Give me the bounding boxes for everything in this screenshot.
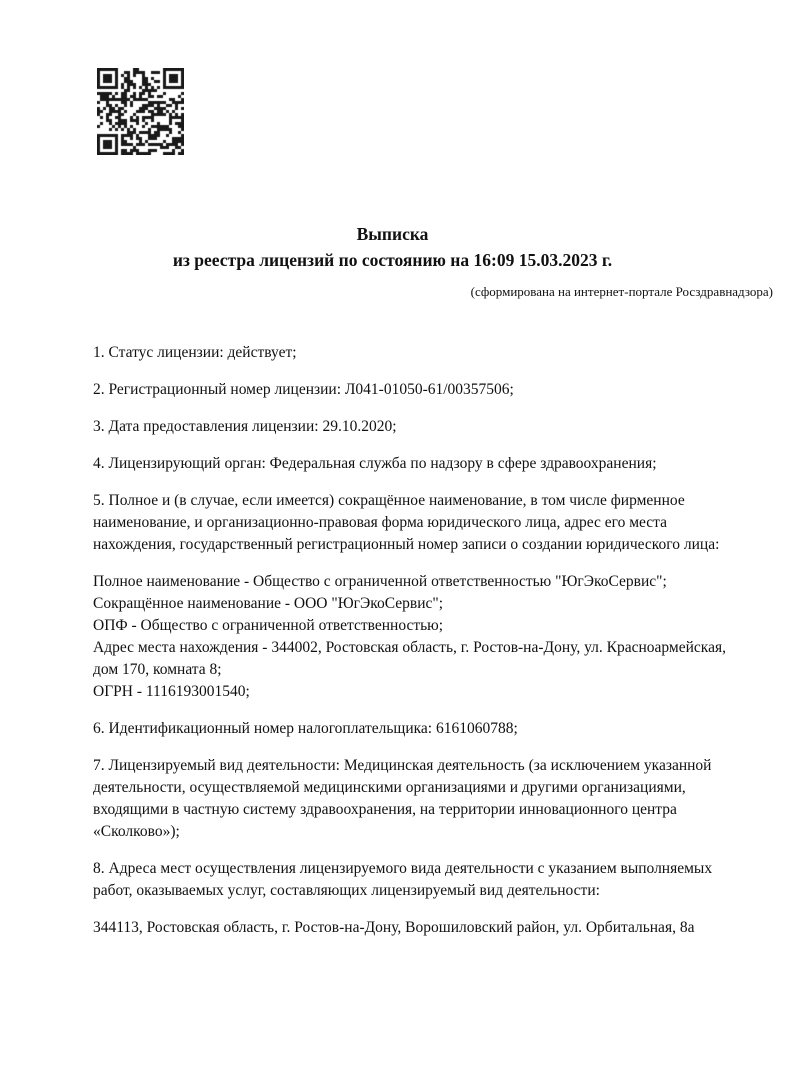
licensing-authority-item: 4. Лицензирующий орган: Федеральная служба по надзору в сфере здравоохранения; bbox=[93, 455, 657, 472]
taxpayer-id-item: 6. Идентификационный номер налогоплательщика: 6161060788; bbox=[93, 720, 518, 737]
legal-entity-heading-item: 5. Полное и (в случае, если имеется) сокращённое наименование, в том числе фирменное наименование, и организационно-правовая форма юридического лица, адрес его места нахождения, государственный регистрационный номер записи о создании юридического лица: bbox=[93, 492, 720, 553]
company-opf-line: ОПФ - Общество с ограниченной ответственностью; bbox=[93, 617, 444, 634]
licensed-activity-item: 7. Лицензируемый вид деятельности: Медицинская деятельность (за исключением указанной деятельности, осуществляемой медицинскими организациями и другими организациями, входящими в частную систему здравоохранения, на территории инновационного центра «Сколково»); bbox=[93, 757, 712, 840]
registration-number-item: 2. Регистрационный номер лицензии: Л041-01050-61/00357506; bbox=[93, 381, 514, 398]
title-line-1: Выписка bbox=[356, 224, 429, 244]
document-body bbox=[93, 342, 748, 954]
qr-code bbox=[97, 68, 184, 155]
company-short-name-line: Сокращённое наименование - ООО "ЮгЭкоСервис"; bbox=[93, 595, 444, 612]
activity-address-line: 344113, Ростовская область, г. Ростов-на-Дону, Ворошиловский район, ул. Орбитальная, 8а bbox=[93, 919, 695, 936]
title-line-2: из реестра лицензий по состоянию на 16:09 15.03.2023 г. bbox=[172, 250, 613, 270]
company-ogrn-line: ОГРН - 1116193001540; bbox=[93, 683, 250, 700]
activity-addresses-heading-item: 8. Адреса мест осуществления лицензируемого вида деятельности с указанием выполняемых работ, оказываемых услуг, составляющих лицензируемый вид деятельности: bbox=[93, 860, 713, 899]
grant-date-item: 3. Дата предоставления лицензии: 29.10.2020; bbox=[93, 418, 397, 435]
license-status-item: 1. Статус лицензии: действует; bbox=[93, 344, 297, 361]
company-full-name-line: Полное наименование - Общество с ограниченной ответственностью "ЮгЭкоСервис"; bbox=[93, 573, 667, 590]
subtitle-note: (сформирована на интернет-портале Росздравнадзора) bbox=[470, 284, 773, 299]
document-title bbox=[95, 221, 690, 273]
company-address-line: Адрес места нахождения - 344002, Ростовская область, г. Ростов-на-Дону, ул. Красноармейская, дом 170, комната 8; bbox=[93, 639, 726, 678]
